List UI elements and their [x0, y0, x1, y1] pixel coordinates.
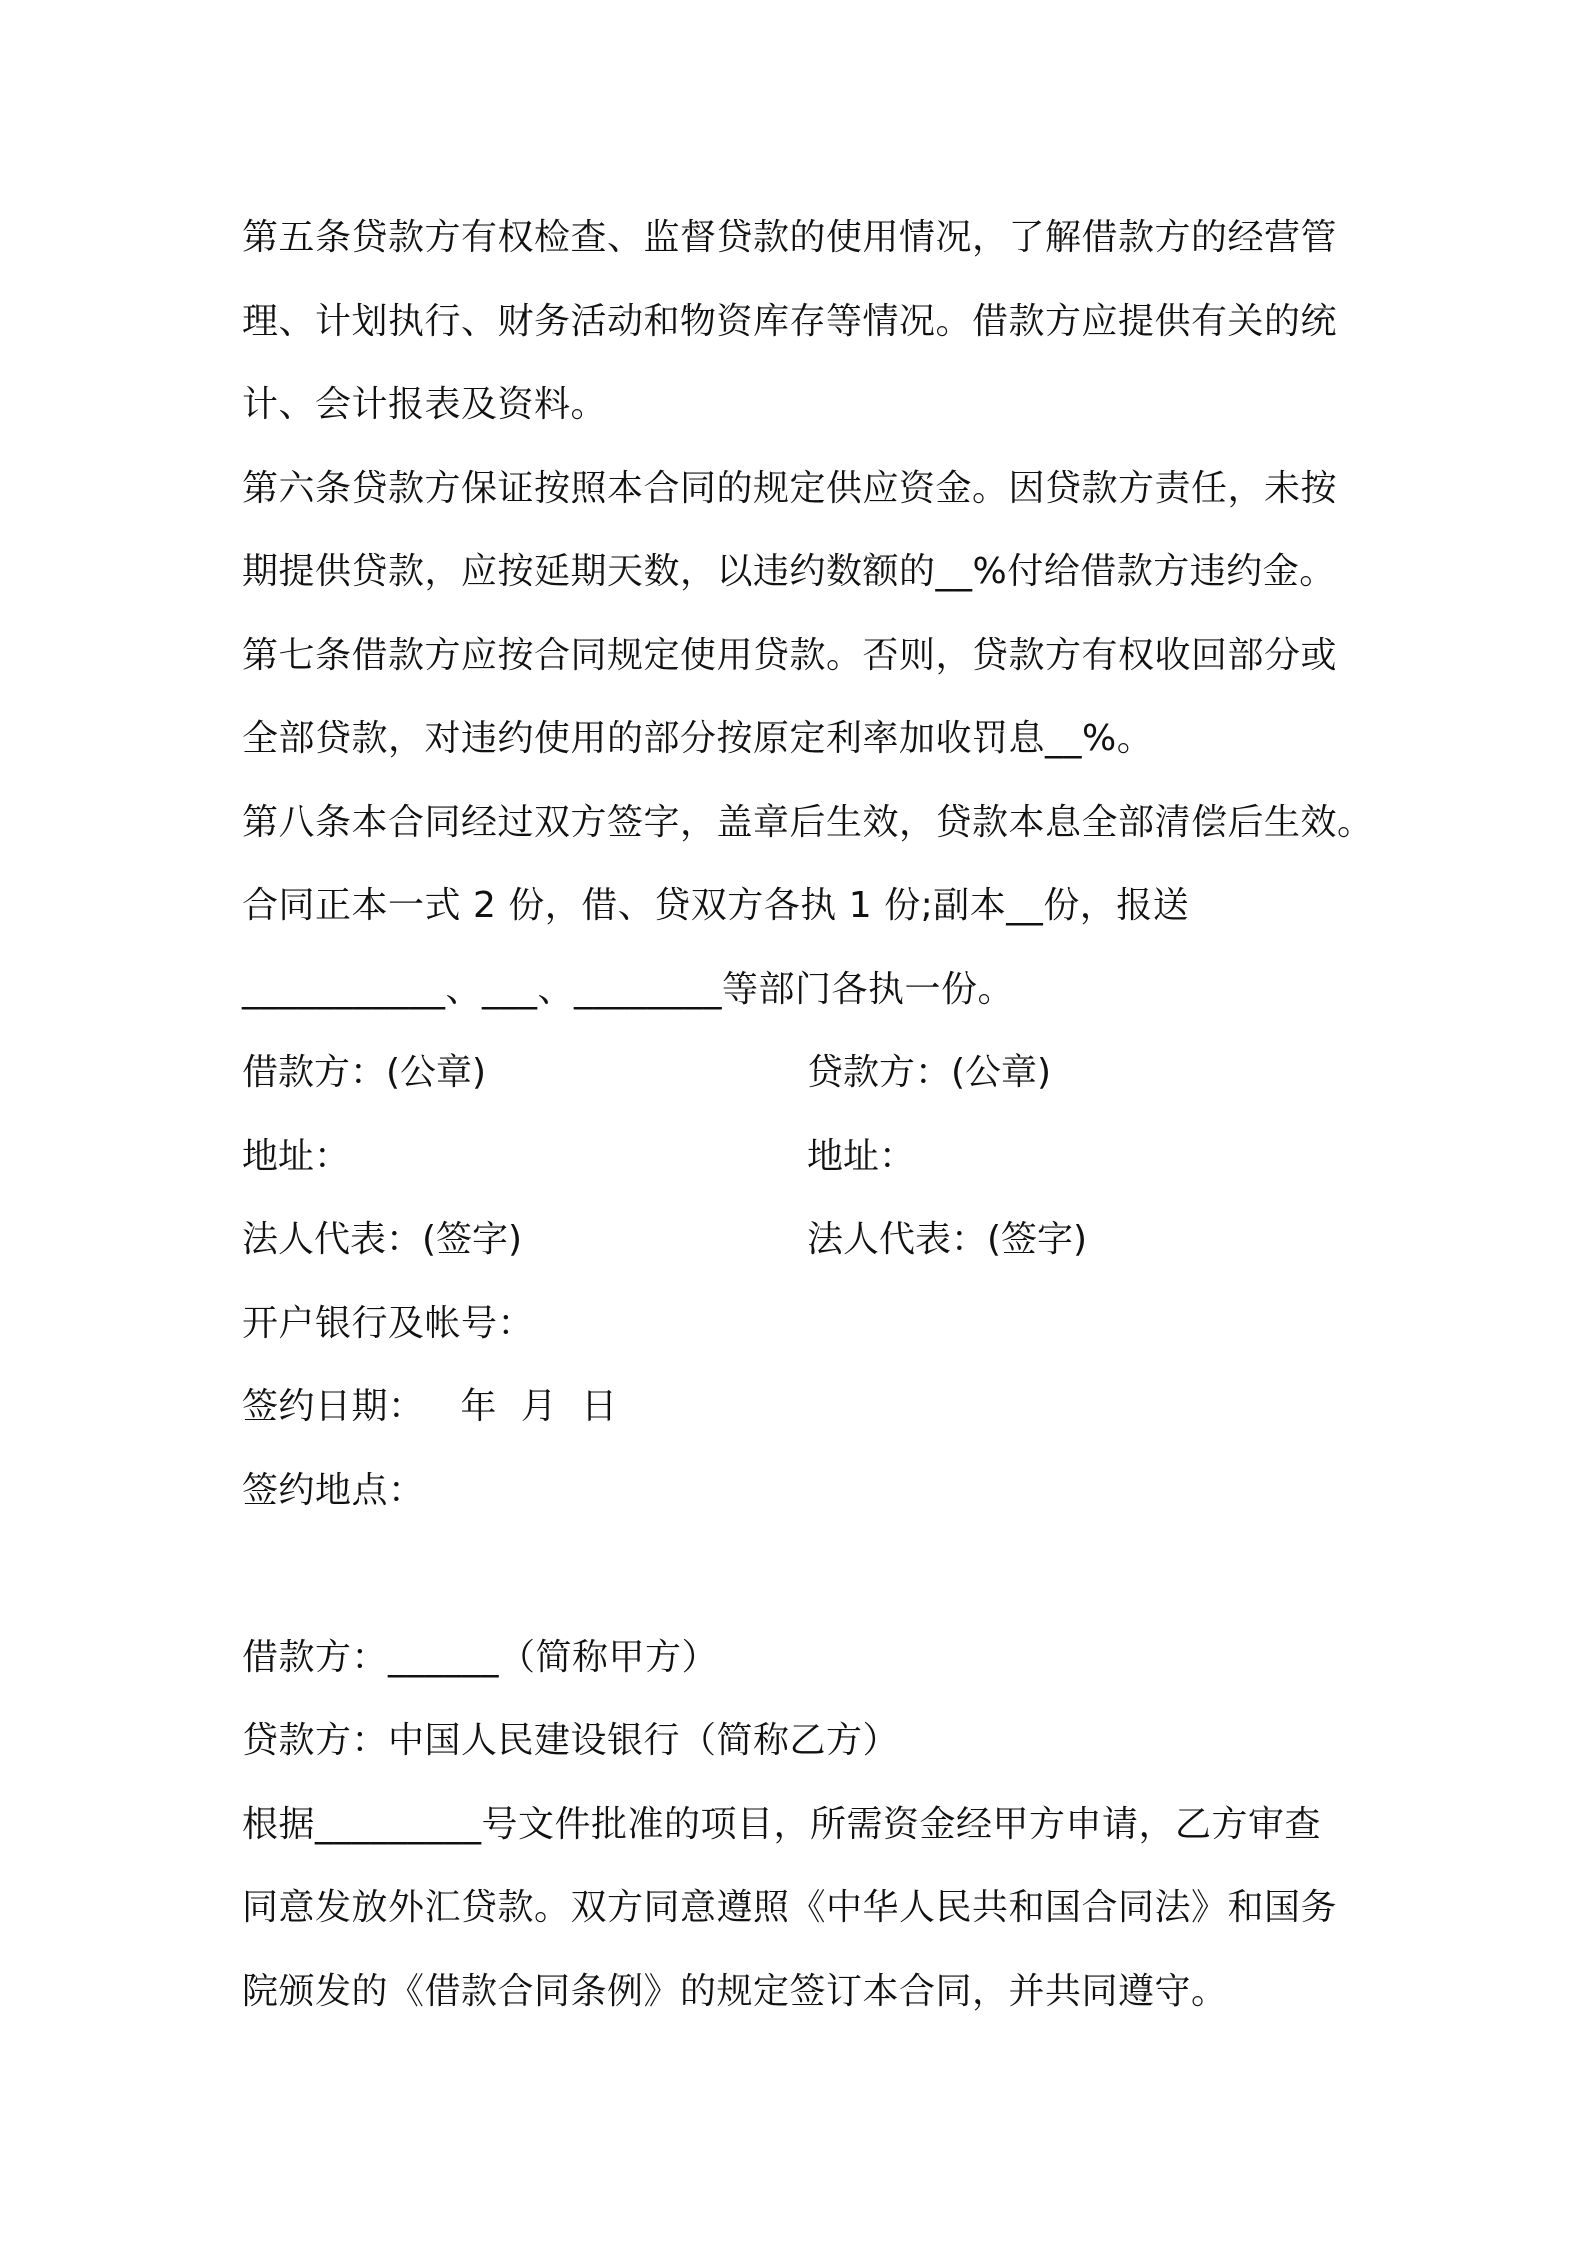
- signature-block: [242, 1031, 1362, 1532]
- borrower-address: 地址：: [242, 1135, 351, 1177]
- second-borrower: 借款方：______（简称甲方）: [242, 1636, 719, 1678]
- signature-row-rep: [242, 1198, 1362, 1282]
- lender-address: 地址：: [807, 1135, 916, 1177]
- document-body: [242, 196, 1374, 2033]
- article-7-line-1: 第七条借款方应按合同规定使用贷款。否则，贷款方有权收回部分或: [242, 634, 1338, 676]
- article-7: [242, 614, 1362, 781]
- article-6: [242, 447, 1362, 614]
- article-8-line-1: 第八条本合同经过双方签字，盖章后生效，贷款本息全部清偿后生效。: [242, 801, 1374, 843]
- signature-row-seal: [242, 1031, 1362, 1115]
- sign-place: 签约地点：: [242, 1469, 425, 1511]
- section-spacer: [242, 1532, 1362, 1616]
- second-lender: 贷款方：中国人民建设银行（简称乙方）: [242, 1720, 900, 1761]
- lender-seal: 贷款方：(公章): [807, 1052, 1052, 1093]
- lender-rep: 法人代表：(签字): [807, 1219, 1088, 1260]
- article-8-line-3: ___________、___、________等部门各执一份。: [242, 968, 1015, 1010]
- article-5-line-3: 计、会计报表及资料。: [242, 384, 608, 425]
- sign-date: 签约日期： 年 月 日: [242, 1386, 618, 1427]
- article-7-line-2: 全部贷款，对违约使用的部分按原定利率加收罚息__%。: [242, 718, 1154, 759]
- borrower-rep: 法人代表：(签字): [242, 1219, 523, 1260]
- article-5: [242, 196, 1362, 447]
- article-6-line-2: 期提供贷款，应按延期天数，以违约数额的__%付给借款方违约金。: [242, 551, 1336, 592]
- preamble-line-3: 院颁发的《借款合同条例》的规定签订本合同，并共同遵守。: [242, 1970, 1228, 2012]
- preamble-line-1: 根据_________号文件批准的项目，所需资金经甲方申请，乙方审查: [242, 1803, 1322, 1845]
- signature-row-address: [242, 1115, 1362, 1199]
- bank-account: 开户银行及帐号：: [242, 1302, 535, 1344]
- borrower-seal: 借款方：(公章): [242, 1052, 487, 1093]
- article-5-line-1: 第五条贷款方有权检查、监督贷款的使用情况，了解借款方的经营管: [242, 217, 1338, 258]
- article-6-line-1: 第六条贷款方保证按照本合同的规定供应资金。因贷款方责任，未按: [242, 467, 1338, 509]
- article-8: [242, 781, 1374, 1032]
- second-contract: [242, 1616, 1362, 2034]
- article-5-line-2: 理、计划执行、财务活动和物资库存等情况。借款方应提供有关的统: [242, 300, 1338, 342]
- preamble-line-2: 同意发放外汇贷款。双方同意遵照《中华人民共和国合同法》和国务: [242, 1887, 1338, 1928]
- article-8-line-2: 合同正本一式 2 份，借、贷双方各执 1 份;副本__份，报送: [242, 885, 1190, 926]
